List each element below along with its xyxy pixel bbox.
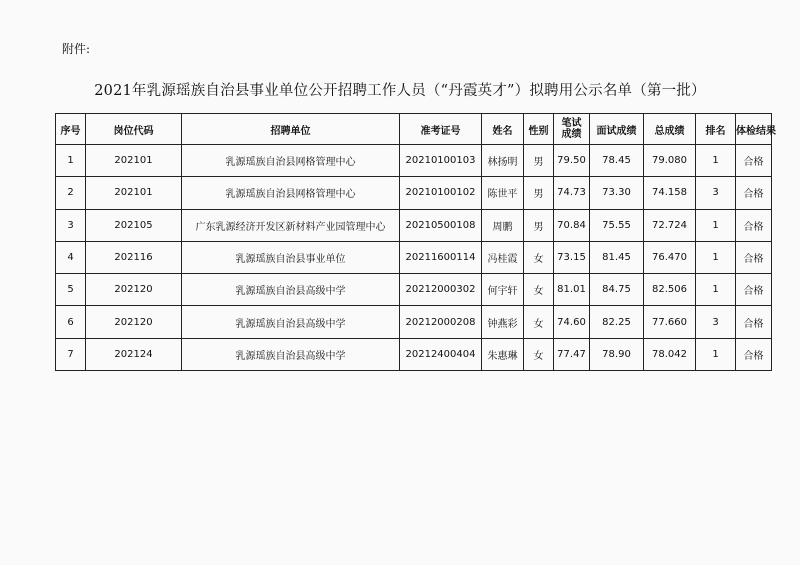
cell-post-code: 202124 xyxy=(86,338,182,370)
cell-total-score: 74.158 xyxy=(644,177,696,209)
cell-gender: 女 xyxy=(524,241,554,273)
cell-seq: 1 xyxy=(56,145,86,177)
cell-exam-result: 合格 xyxy=(736,209,772,241)
cell-written-score: 77.47 xyxy=(554,338,590,370)
cell-rank: 1 xyxy=(696,241,736,273)
cell-interview-score: 81.45 xyxy=(590,241,644,273)
cell-total-score: 79.080 xyxy=(644,145,696,177)
cell-seq: 4 xyxy=(56,241,86,273)
cell-seq: 2 xyxy=(56,177,86,209)
cell-name: 周鹏 xyxy=(482,209,524,241)
cell-exam-no: 20212000302 xyxy=(400,274,482,306)
cell-exam-no: 20212400404 xyxy=(400,338,482,370)
document-title: 2021年乳源瑶族自治县事业单位公开招聘工作人员（“丹霞英才”）拟聘用公示名单（第一批） xyxy=(94,83,706,99)
table-row xyxy=(56,274,772,306)
cell-post-code: 202105 xyxy=(86,209,182,241)
header-written-score xyxy=(554,114,590,145)
table-row xyxy=(56,145,772,177)
cell-written-score: 73.15 xyxy=(554,241,590,273)
cell-post-code: 202120 xyxy=(86,274,182,306)
table-header-row xyxy=(56,114,772,145)
cell-exam-no: 20210100102 xyxy=(400,177,482,209)
cell-exam-result: 合格 xyxy=(736,306,772,338)
cell-exam-result: 合格 xyxy=(736,338,772,370)
cell-post-code: 202101 xyxy=(86,145,182,177)
cell-gender: 女 xyxy=(524,274,554,306)
cell-exam-no: 20212000208 xyxy=(400,306,482,338)
cell-gender: 男 xyxy=(524,209,554,241)
cell-post-code: 202101 xyxy=(86,177,182,209)
cell-interview-score: 84.75 xyxy=(590,274,644,306)
cell-rank: 1 xyxy=(696,274,736,306)
header-interview-score: 面试成绩 xyxy=(590,114,644,145)
table-body xyxy=(56,145,772,371)
header-exam-no: 准考证号 xyxy=(400,114,482,145)
cell-unit: 乳源瑶族自治县高级中学 xyxy=(182,338,400,370)
cell-unit: 乳源瑶族自治县网格管理中心 xyxy=(182,145,400,177)
cell-interview-score: 78.90 xyxy=(590,338,644,370)
cell-interview-score: 82.25 xyxy=(590,306,644,338)
table-row xyxy=(56,306,772,338)
cell-unit: 广东乳源经济开发区新材料产业园管理中心 xyxy=(182,209,400,241)
cell-rank: 1 xyxy=(696,209,736,241)
cell-total-score: 77.660 xyxy=(644,306,696,338)
cell-gender: 男 xyxy=(524,145,554,177)
cell-name: 陈世平 xyxy=(482,177,524,209)
cell-total-score: 72.724 xyxy=(644,209,696,241)
cell-exam-result: 合格 xyxy=(736,177,772,209)
cell-post-code: 202120 xyxy=(86,306,182,338)
cell-total-score: 78.042 xyxy=(644,338,696,370)
table-row xyxy=(56,338,772,370)
cell-gender: 女 xyxy=(524,306,554,338)
header-name: 姓名 xyxy=(482,114,524,145)
cell-rank: 1 xyxy=(696,145,736,177)
table-row xyxy=(56,177,772,209)
cell-seq: 3 xyxy=(56,209,86,241)
cell-seq: 7 xyxy=(56,338,86,370)
header-exam-result: 体检结果 xyxy=(736,114,772,145)
cell-written-score: 74.73 xyxy=(554,177,590,209)
header-unit: 招聘单位 xyxy=(182,114,400,145)
cell-rank: 1 xyxy=(696,338,736,370)
cell-rank: 3 xyxy=(696,177,736,209)
cell-interview-score: 75.55 xyxy=(590,209,644,241)
cell-exam-result: 合格 xyxy=(736,274,772,306)
cell-name: 冯桂霞 xyxy=(482,241,524,273)
cell-post-code: 202116 xyxy=(86,241,182,273)
header-total-score: 总成绩 xyxy=(644,114,696,145)
cell-seq: 6 xyxy=(56,306,86,338)
cell-interview-score: 73.30 xyxy=(590,177,644,209)
header-gender: 性别 xyxy=(524,114,554,145)
cell-written-score: 74.60 xyxy=(554,306,590,338)
cell-rank: 3 xyxy=(696,306,736,338)
cell-exam-result: 合格 xyxy=(736,241,772,273)
cell-exam-no: 20211600114 xyxy=(400,241,482,273)
cell-exam-result: 合格 xyxy=(736,145,772,177)
header-rank: 排名 xyxy=(696,114,736,145)
cell-total-score: 82.506 xyxy=(644,274,696,306)
cell-written-score: 70.84 xyxy=(554,209,590,241)
header-written-line2: 成绩 xyxy=(561,129,582,140)
cell-gender: 男 xyxy=(524,177,554,209)
header-seq: 序号 xyxy=(56,114,86,145)
table-row xyxy=(56,241,772,273)
cell-seq: 5 xyxy=(56,274,86,306)
cell-unit: 乳源瑶族自治县事业单位 xyxy=(182,241,400,273)
cell-name: 钟燕彩 xyxy=(482,306,524,338)
table-row xyxy=(56,209,772,241)
cell-unit: 乳源瑶族自治县网格管理中心 xyxy=(182,177,400,209)
cell-written-score: 79.50 xyxy=(554,145,590,177)
cell-interview-score: 78.45 xyxy=(590,145,644,177)
hiring-roster-table xyxy=(55,113,776,371)
cell-name: 林扬明 xyxy=(482,145,524,177)
attachment-label: 附件: xyxy=(62,42,91,56)
cell-total-score: 76.470 xyxy=(644,241,696,273)
cell-unit: 乳源瑶族自治县高级中学 xyxy=(182,274,400,306)
cell-written-score: 81.01 xyxy=(554,274,590,306)
cell-unit: 乳源瑶族自治县高级中学 xyxy=(182,306,400,338)
cell-name: 朱惠琳 xyxy=(482,338,524,370)
header-written-line1: 笔试 xyxy=(561,118,582,129)
cell-name: 何宇轩 xyxy=(482,274,524,306)
cell-exam-no: 20210500108 xyxy=(400,209,482,241)
cell-gender: 女 xyxy=(524,338,554,370)
cell-exam-no: 20210100103 xyxy=(400,145,482,177)
header-post-code: 岗位代码 xyxy=(86,114,182,145)
